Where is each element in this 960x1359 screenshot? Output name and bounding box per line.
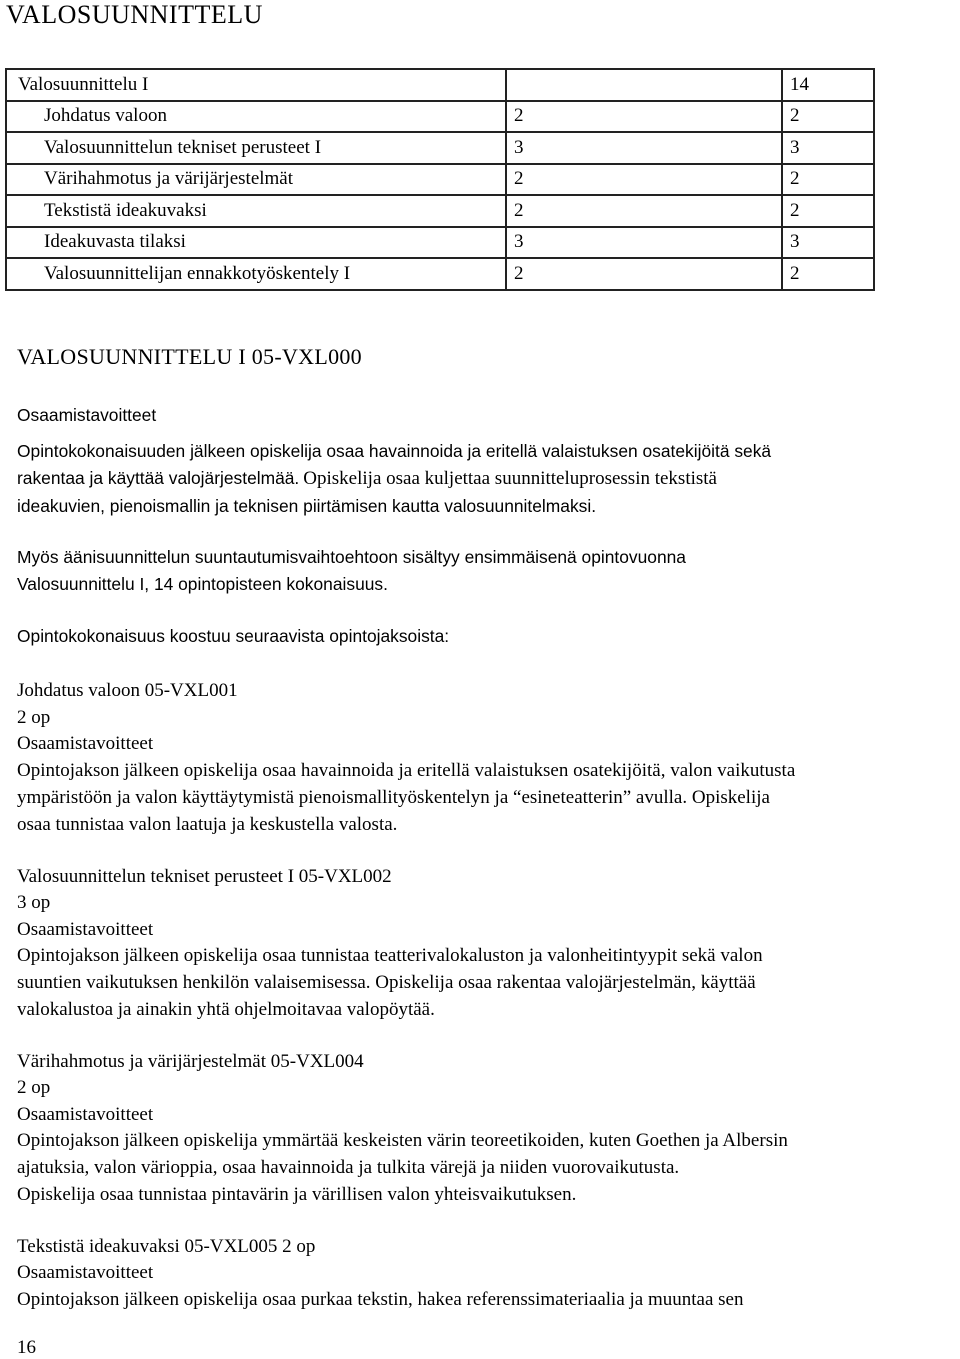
- goals-label: Osaamistavoitteet: [17, 1262, 154, 1283]
- course-text: Opintojakson jälkeen opiskelija osaa tunnistaa teatterivalokaluston ja valonheitintyypit sekä valon: [17, 945, 763, 966]
- course-title: Värihahmotus ja värijärjestelmät 05-VXL004: [17, 1051, 364, 1072]
- credit-total: 2: [790, 262, 800, 284]
- course-text: valokalustoa ja ainakin yhtä ohjelmoitavaa valopöytää.: [17, 999, 435, 1020]
- table-cell: [782, 101, 874, 133]
- table-cell: [782, 164, 874, 196]
- section-goals-line: [17, 468, 717, 490]
- goals-label: Osaamistavoitteet: [17, 919, 154, 940]
- section-goals-text: rakentaa ja käyttää valojärjestelmää.: [17, 468, 300, 488]
- paragraph-line: Myös äänisuunnittelun suuntautumisvaihtoehtoon sisältyy ensimmäisenä opintovuonna: [17, 547, 686, 567]
- course-text: ympäristöön ja valon käyttäytymistä pienoismallityöskentelyn ja “esineteatterin” avulla. Opiskelija: [17, 787, 770, 808]
- table-cell: [6, 101, 506, 133]
- course-text: suuntien vaikutuksen henkilön valaisemisessa. Opiskelija osaa rakentaa valojärjestelmän, käyttää: [17, 972, 756, 993]
- credit-total: 2: [790, 168, 800, 190]
- table-row: [6, 69, 874, 101]
- course-name: Johdatus valoon: [44, 105, 167, 127]
- section-goals-text: ideakuvien, pienoismallin ja teknisen piirtämisen kautta valosuunnitelmaksi.: [17, 496, 597, 516]
- table-cell: [782, 69, 874, 101]
- table-cell: [506, 101, 782, 133]
- credit-value: 3: [514, 136, 524, 158]
- credit-value: 2: [514, 199, 524, 221]
- table-cell: [782, 195, 874, 227]
- credit-total: 3: [790, 136, 800, 158]
- table-cell: [6, 69, 506, 101]
- page-number: 16: [17, 1337, 36, 1358]
- table-cell: [782, 227, 874, 259]
- table-cell: [506, 69, 782, 101]
- credit-value: 2: [514, 105, 524, 127]
- table-cell: [6, 258, 506, 290]
- course-name: Valosuunnittelijan ennakkotyöskentely I: [44, 262, 351, 284]
- section-goals-text: Opiskelija osaa kuljettaa suunnitteluprosessin tekstistä: [303, 468, 717, 489]
- goals-label: Osaamistavoitteet: [17, 1104, 154, 1125]
- credit-total: 3: [790, 231, 800, 253]
- section-title: VALOSUUNNITTELU I 05-VXL000: [17, 344, 362, 369]
- course-text: Opintojakson jälkeen opiskelija ymmärtää keskeisten värin teoreetikoiden, kuten Goethen ja Albersin: [17, 1130, 788, 1151]
- table-cell: [782, 132, 874, 164]
- table-cell: [6, 132, 506, 164]
- course-name: Tekstistä ideakuvaksi: [44, 199, 207, 221]
- paragraph-line: Valosuunnittelu I, 14 opintopisteen kokonaisuus.: [17, 574, 388, 594]
- table-row: [6, 227, 874, 259]
- credit-total: 2: [790, 105, 800, 127]
- paragraph-line: Opintokokonaisuus koostuu seuraavista opintojaksoista:: [17, 626, 450, 646]
- credit-value: 2: [514, 168, 524, 190]
- table-row: [6, 195, 874, 227]
- table-cell: [506, 227, 782, 259]
- table-row: [6, 164, 874, 196]
- course-credits: 2 op: [17, 707, 51, 728]
- table-row: [6, 101, 874, 133]
- table-cell: [506, 195, 782, 227]
- table-cell: [6, 195, 506, 227]
- course-credits: 2 op: [17, 1077, 51, 1098]
- table-row: [6, 132, 874, 164]
- course-name: Valosuunnittelun tekniset perusteet I: [44, 136, 322, 158]
- table-cell: [506, 258, 782, 290]
- credit-total: 2: [790, 199, 800, 221]
- course-credits: 3 op: [17, 892, 51, 913]
- credits-table: [5, 68, 875, 291]
- table-cell: [506, 164, 782, 196]
- course-title: Valosuunnittelun tekniset perusteet I 05-VXL002: [17, 866, 392, 887]
- table-cell: [782, 258, 874, 290]
- page-title: VALOSUUNNITTELU: [6, 0, 263, 29]
- course-text: Opintojakson jälkeen opiskelija osaa purkaa tekstin, hakea referenssimateriaalia ja muuntaa sen: [17, 1289, 744, 1310]
- section-goals-text: Opintokokonaisuuden jälkeen opiskelija osaa havainnoida ja eritellä valaistuksen osatekijöitä sekä: [17, 441, 772, 461]
- course-text: Opiskelija osaa tunnistaa pintavärin ja värillisen valon yhteisvaikutuksen.: [17, 1184, 577, 1205]
- course-name: Ideakuvasta tilaksi: [44, 231, 186, 253]
- table-cell: [6, 164, 506, 196]
- table-cell: [6, 227, 506, 259]
- course-title: Tekstistä ideakuvaksi 05-VXL005 2 op: [17, 1236, 316, 1257]
- table-row: [6, 258, 874, 290]
- credit-total: 14: [790, 73, 809, 95]
- credit-value: 2: [514, 262, 524, 284]
- course-text: osaa tunnistaa valon laatuja ja keskustella valosta.: [17, 814, 398, 835]
- goals-label: Osaamistavoitteet: [17, 733, 154, 754]
- course-text: ajatuksia, valon värioppia, osaa havainnoida ja tulkita värejä ja niiden vuorovaikutusta.: [17, 1157, 680, 1178]
- table-cell: [506, 132, 782, 164]
- credit-value: 3: [514, 231, 524, 253]
- course-name: Valosuunnittelu I: [18, 73, 149, 95]
- course-name: Värihahmotus ja värijärjestelmät: [44, 168, 294, 190]
- course-text: Opintojakson jälkeen opiskelija osaa havainnoida ja eritellä valaistuksen osatekijöitä, valon vaikutusta: [17, 760, 796, 781]
- goals-label: Osaamistavoitteet: [17, 405, 157, 425]
- course-title: Johdatus valoon 05-VXL001: [17, 680, 238, 701]
